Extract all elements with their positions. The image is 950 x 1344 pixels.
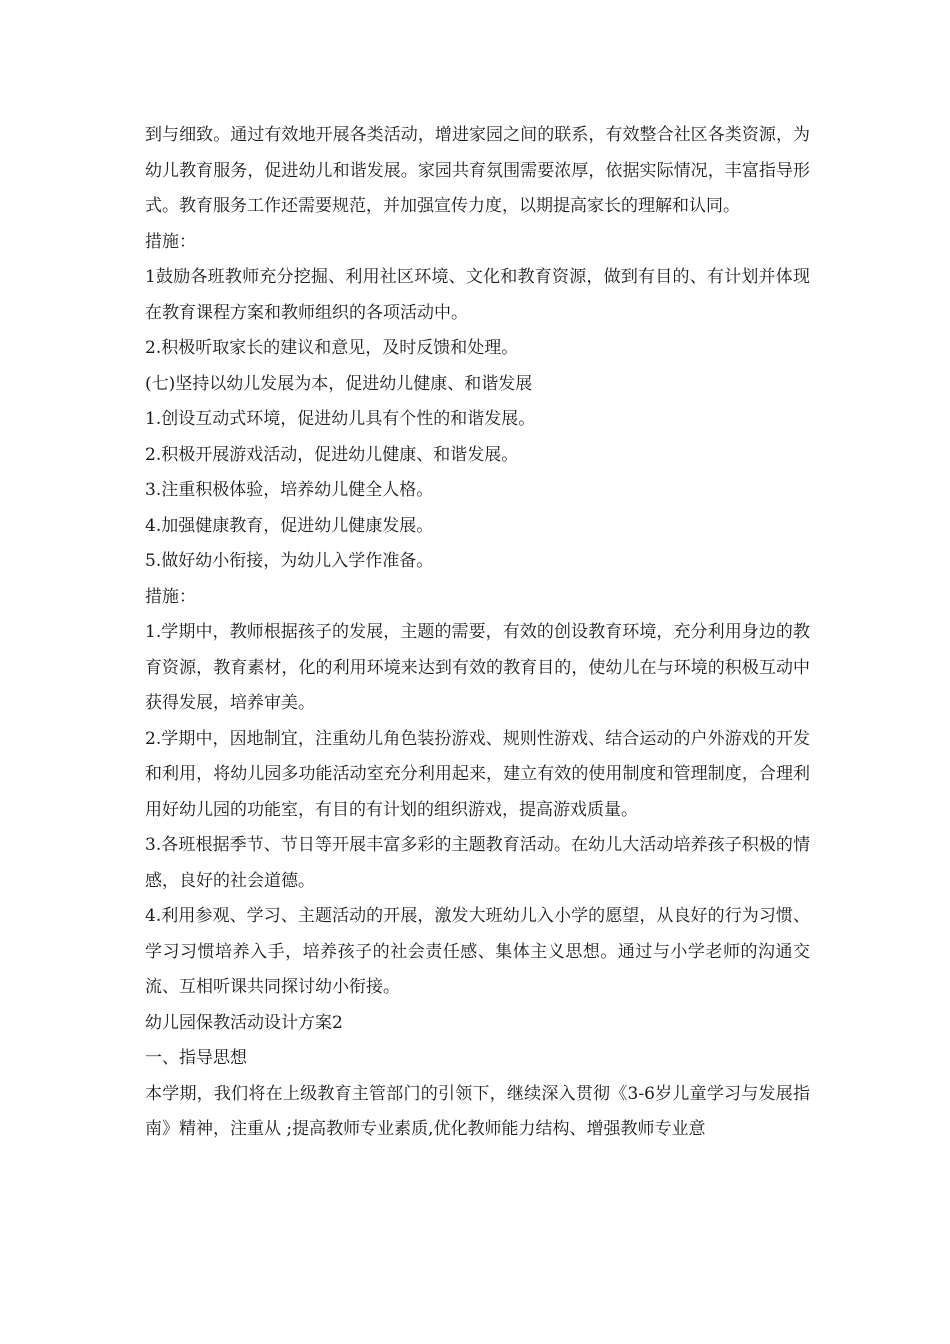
section-heading: (七)坚持以幼儿发展为本，促进幼儿健康、和谐发展 (145, 373, 533, 394)
paragraph-body: 本学期，我们将在上级教育主管部门的引领下，继续深入贯彻《3-6岁儿童学习与发展指南》精神，注重从 ;提高教师专业素质,优化教师能力结构、增强教师专业意 (145, 1083, 810, 1139)
list-item: 1鼓励各班教师充分挖掘、利用社区环境、文化和教育资源，做到有目的、有计划并体现在教育课程方案和教师组织的各项活动中。 (145, 267, 810, 323)
list-item: 3.注重积极体验，培养幼儿健全人格。 (145, 480, 434, 500)
list-item: 4.加强健康教育，促进幼儿健康发展。 (145, 515, 434, 536)
list-item: 5.做好幼小衔接，为幼儿入学作准备。 (145, 551, 434, 571)
list-item: 1.创设互动式环境，促进幼儿具有个性的和谐发展。 (145, 409, 536, 429)
list-item: 1.学期中，教师根据孩子的发展，主题的需要，有效的创设教育环境，充分利用身边的教育资源，教育素材，化的利用环境来达到有效的教育目的，使幼儿在与环境的积极互动中获得发展，培养审美。 (145, 622, 810, 713)
plan-title: 幼儿园保教活动设计方案2 (145, 1012, 343, 1033)
paragraph-intro: 到与细致。通过有效地开展各类活动，增进家园之间的联系，有效整合社区各类资源，为幼儿教育服务，促进幼儿和谐发展。家园共育氛围需要浓厚，依据实际情况，丰富指导形式。教育服务工作还需要规范，并加强宣传力度，以期提高家长的理解和认同。 (145, 125, 810, 216)
list-item: 2.学期中，因地制宜，注重幼儿角色装扮游戏、规则性游戏、结合运动的户外游戏的开发和利用，将幼儿园多功能活动室充分利用起来，建立有效的使用制度和管理制度，合理利用好幼儿园的功能室，有目的有计划的组织游戏，提高游戏质量。 (145, 728, 810, 820)
measures-heading: 措施： (145, 231, 196, 252)
list-item: 2.积极开展游戏活动，促进幼儿健康、和谐发展。 (145, 444, 519, 465)
list-item: 2.积极听取家长的建议和意见，及时反馈和处理。 (145, 338, 519, 358)
measures-heading: 措施： (145, 586, 196, 607)
list-item: 4.利用参观、学习、主题活动的开展，激发大班幼儿入小学的愿望，从良好的行为习惯、学习习惯培养入手，培养孩子的社会责任感、集体主义思想。通过与小学老师的沟通交流、互相听课共同探讨幼小衔接。 (145, 906, 810, 997)
document-page (145, 118, 810, 1148)
section-heading: 一、指导思想 (145, 1048, 247, 1068)
list-item: 3.各班根据季节、节日等开展丰富多彩的主题教育活动。在幼儿大活动培养孩子积极的情感，良好的社会道德。 (145, 835, 810, 891)
